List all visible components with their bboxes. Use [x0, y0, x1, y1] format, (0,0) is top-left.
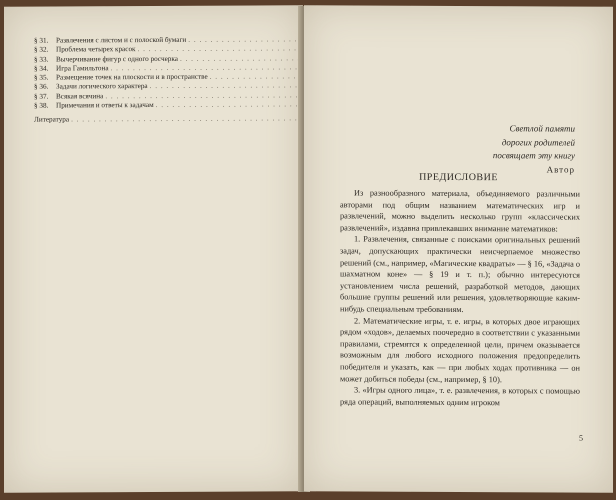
toc-title: Примечания и ответы к задачам: [56, 101, 154, 110]
toc-title: Развлечения с листом и с полоской бумаги: [56, 35, 187, 45]
paragraph: 1. Развлечения, связанные с поисками оригинальных решений задач, допускающих практически неисчерпаемое множество решений (см., например, «Магические квадраты» — § 16, «Задача о шахматном коне» — § 19 и т. п.); обычно интересуются установлением числа решений, разработкой методов, дающих большие группы решений или решения, удовлетворяющие каким-нибудь специальным требованиям.: [340, 234, 580, 314]
dedication-line: дорогих родителей: [501, 136, 575, 148]
dedication-line: посвящает эту книгу: [492, 150, 575, 161]
dedication-line: Светлой памяти: [509, 123, 575, 134]
left-page: [4, 5, 303, 493]
paragraph: 2. Математические игры, т. е. игры, в которых двое играющих рядом «ходов», делаемых поочередно в соответствии с указанными правилами, стремятся к определенной цели, причем оказывается возможным для любого исходного положения предопределить победителя и указать, как — при любых ходах противника — он может добиться победы (см., например, § 10).: [340, 315, 580, 384]
toc-title: Литература: [34, 115, 70, 125]
toc-number: § 36.: [34, 83, 49, 92]
dedication-author: Автор: [546, 163, 575, 175]
toc-title: Размещение точек на плоскости и в пространстве: [56, 72, 208, 82]
page-number: 5: [579, 433, 583, 443]
toc-title: Всякая всячина: [56, 92, 104, 101]
preface-heading: ПРЕДИСЛОВИЕ: [419, 171, 498, 184]
preface-body: [340, 187, 580, 409]
toc-number: § 32.: [34, 45, 49, 54]
toc-number: § 37.: [34, 92, 49, 101]
toc-title: Игра Гамильтона: [56, 64, 109, 73]
dedication: [493, 122, 575, 176]
right-page: [304, 5, 613, 493]
table-of-contents: [34, 35, 286, 125]
toc-title: Вычерчивание фигур с одного росчерка: [56, 54, 178, 64]
toc-number: § 33.: [34, 55, 49, 64]
toc-entry: [34, 100, 286, 111]
toc-number: § 35.: [34, 73, 49, 82]
toc-title: Проблема четырех красок: [56, 45, 136, 54]
toc-number: § 34.: [34, 64, 49, 73]
paragraph: Из разнообразного материала, объединяемого различными авторами под общим названием математических игр и развлечений, можно выделить несколько групп «классических развлечений», издавна привлекавших внимание математиков:: [340, 188, 580, 234]
toc-title: Задачи логического характера: [56, 82, 148, 91]
paragraph: 3. «Игры одного лица», т. е. развлечения, в которых с помощью ряда операций, выполняемых одним игроком: [340, 385, 580, 407]
toc-literature: [34, 115, 286, 126]
toc-number: § 38.: [34, 101, 49, 110]
toc-number: § 31.: [34, 36, 49, 45]
